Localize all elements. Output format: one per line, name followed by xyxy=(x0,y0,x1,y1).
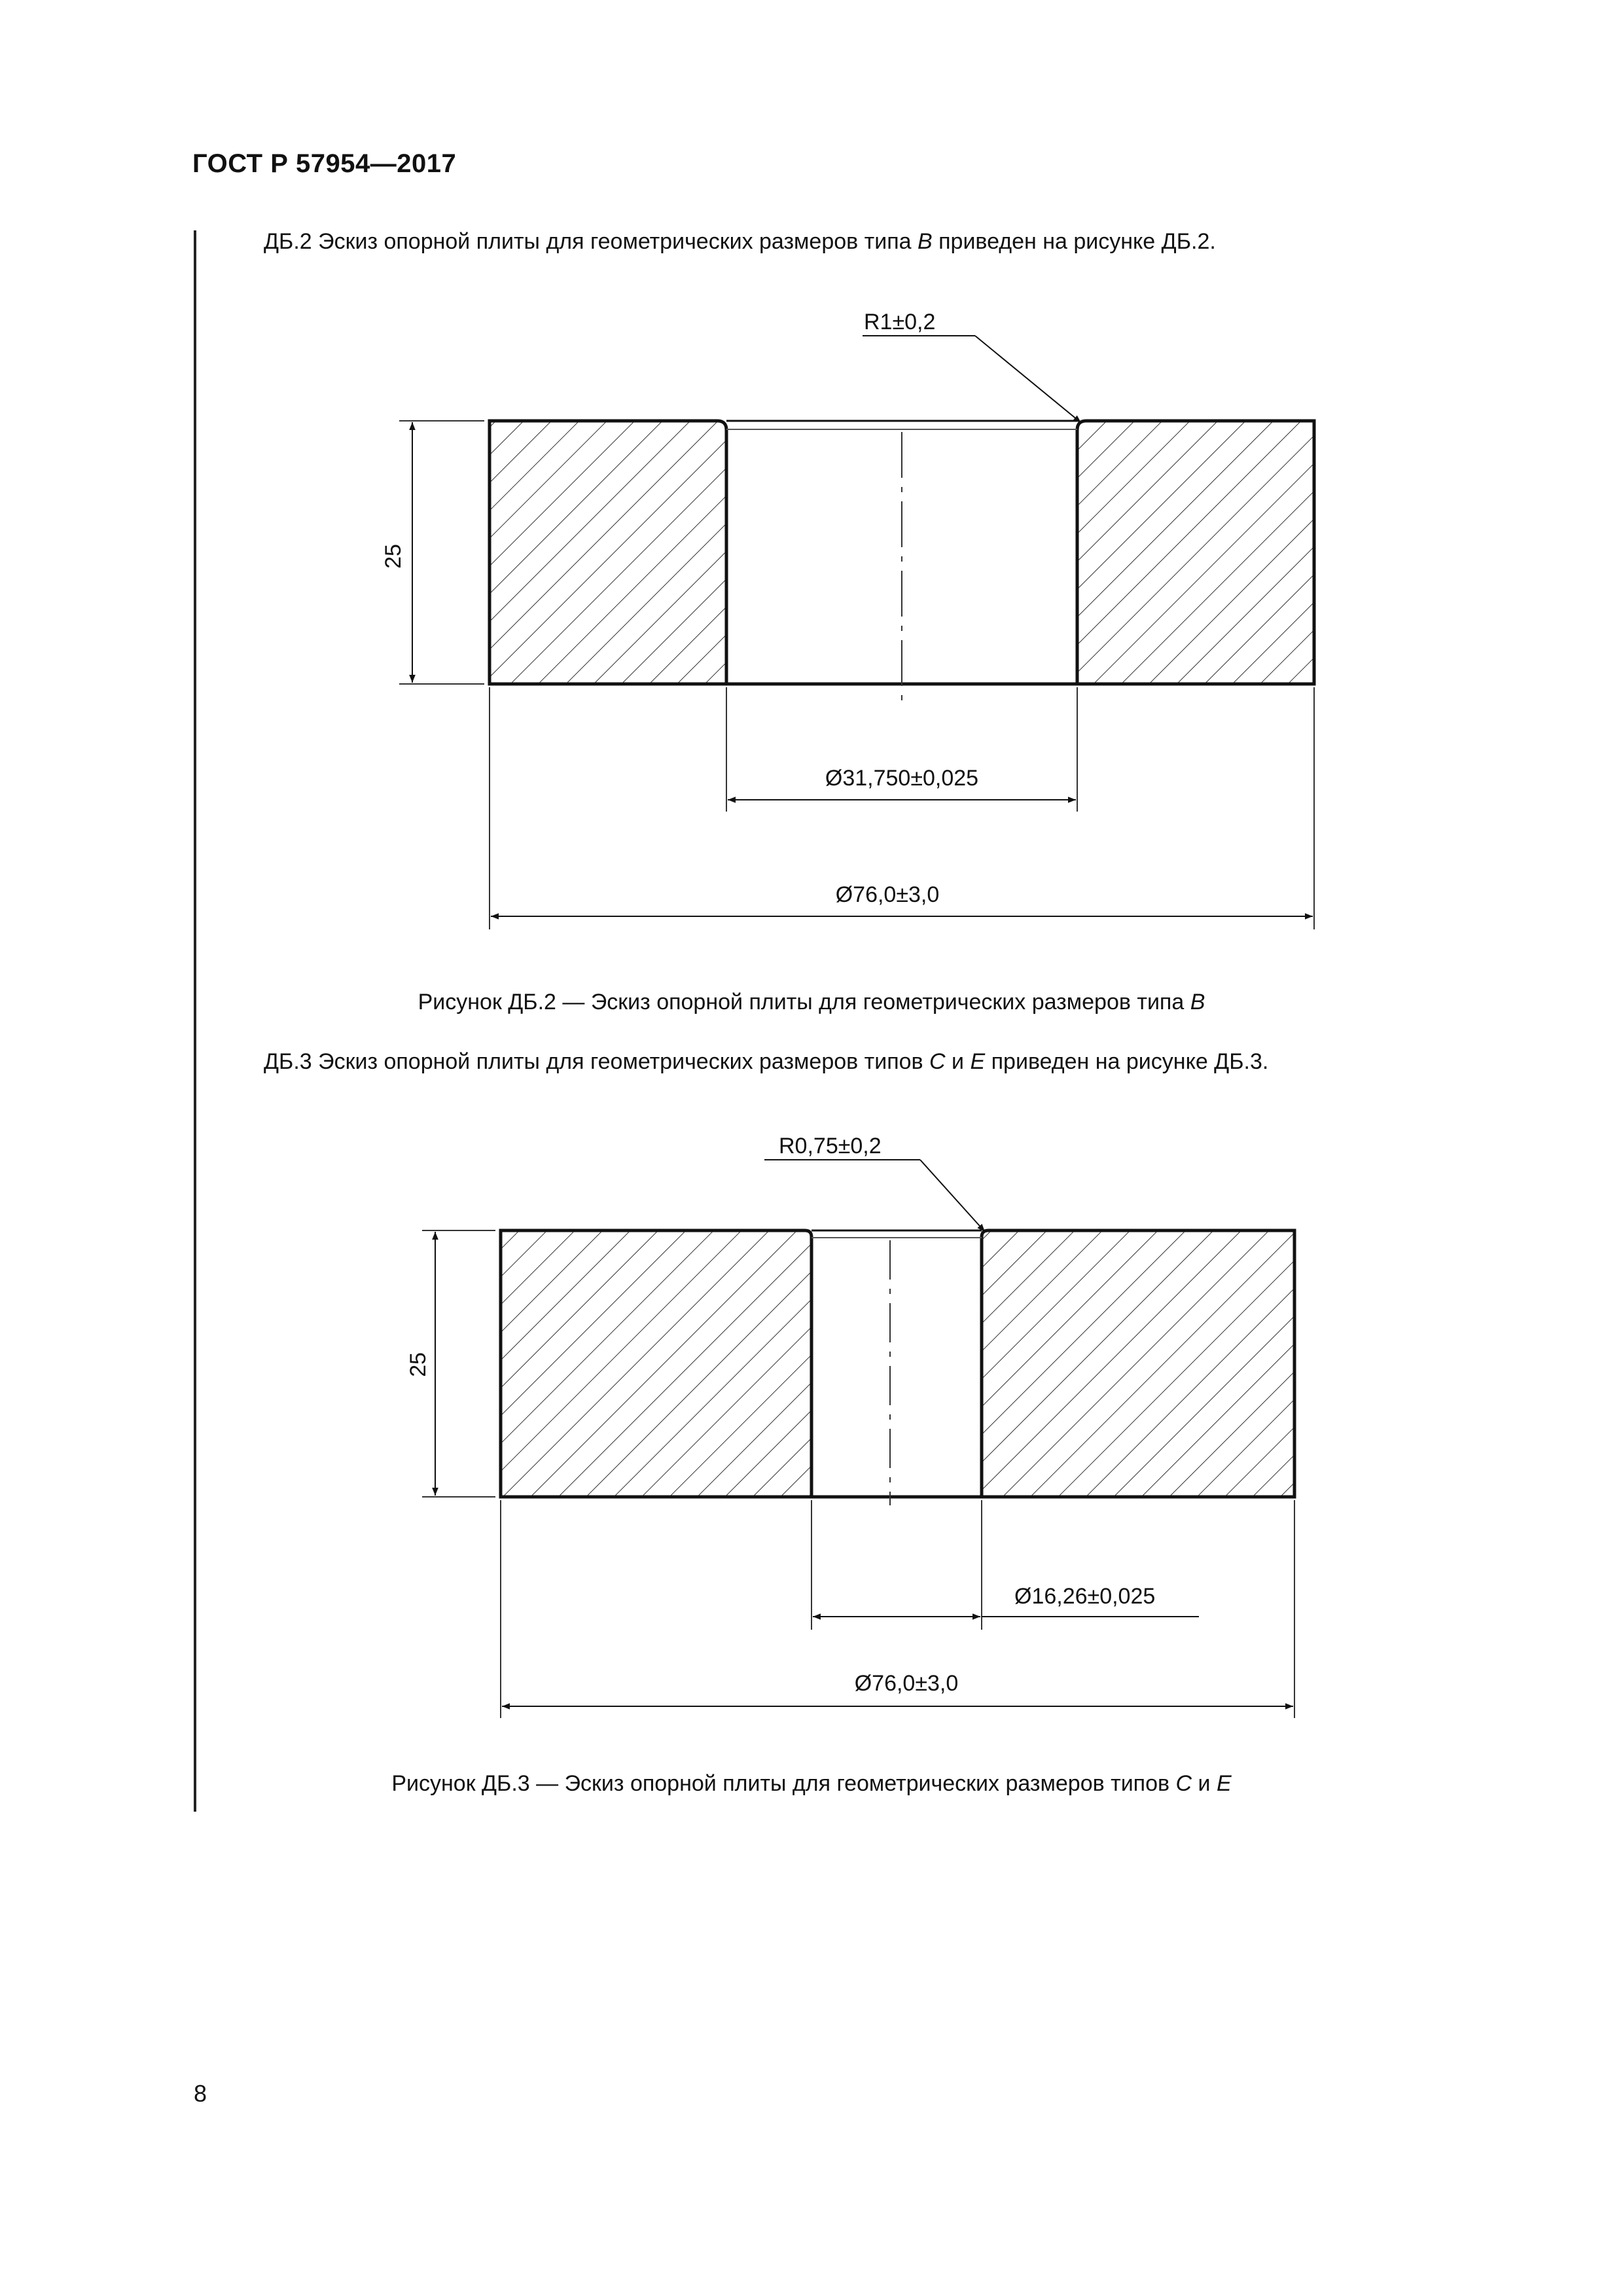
page-number: 8 xyxy=(194,2080,207,2107)
radius-leader-line xyxy=(920,1160,985,1232)
figure-db2-drawing xyxy=(0,288,1623,942)
figure-db3-drawing xyxy=(0,1106,1623,1734)
paragraph-db3-suffix: приведен на рисунке ДБ.3. xyxy=(985,1049,1269,1074)
paragraph-db2-prefix: ДБ.2 Эскиз опорной плиты для геометрических размеров типа xyxy=(264,229,918,254)
plate-section-right xyxy=(1077,421,1314,684)
paragraph-db3 xyxy=(264,1049,1268,1075)
caption-db3-prefix: Рисунок ДБ.3 — Эскиз опорной плиты для геометрических размеров типов xyxy=(391,1771,1176,1796)
plate-section-left xyxy=(490,421,726,684)
height-dimension-label: 25 xyxy=(406,1352,431,1377)
paragraph-db3-type-c: C xyxy=(929,1049,946,1074)
figure-db2-caption xyxy=(0,990,1623,1015)
caption-db3-middle: и xyxy=(1192,1771,1217,1796)
caption-db2-prefix: Рисунок ДБ.2 — Эскиз опорной плиты для геометрических размеров типа xyxy=(418,990,1190,1014)
figure-db3-caption xyxy=(0,1771,1623,1797)
radius-label: R0,75±0,2 xyxy=(779,1134,882,1158)
paragraph-db3-prefix: ДБ.3 Эскиз опорной плиты для геометрических размеров типов xyxy=(264,1049,930,1074)
caption-db3-type-e: E xyxy=(1216,1771,1232,1796)
outer-dimension-label: Ø76,0±3,0 xyxy=(835,882,940,907)
radius-leader-line xyxy=(975,336,1081,423)
bore-dimension-label: Ø31,750±0,025 xyxy=(825,766,979,791)
plate-section-right xyxy=(982,1230,1294,1497)
paragraph-db2-suffix: приведен на рисунке ДБ.2. xyxy=(932,229,1216,254)
paragraph-db2-type: B xyxy=(917,229,933,254)
document-code-header: ГОСТ Р 57954—2017 xyxy=(192,149,457,178)
height-dimension-label: 25 xyxy=(381,544,406,569)
plate-section-left xyxy=(501,1230,812,1497)
paragraph-db2 xyxy=(264,229,1216,255)
bore-dimension-label: Ø16,26±0,025 xyxy=(1014,1584,1156,1609)
outer-dimension-label: Ø76,0±3,0 xyxy=(854,1671,959,1696)
paragraph-db3-type-e: E xyxy=(970,1049,986,1074)
caption-db2-type: B xyxy=(1190,990,1205,1014)
caption-db3-type-c: C xyxy=(1175,1771,1192,1796)
radius-label: R1±0,2 xyxy=(864,310,936,334)
paragraph-db3-middle: и xyxy=(945,1049,971,1074)
